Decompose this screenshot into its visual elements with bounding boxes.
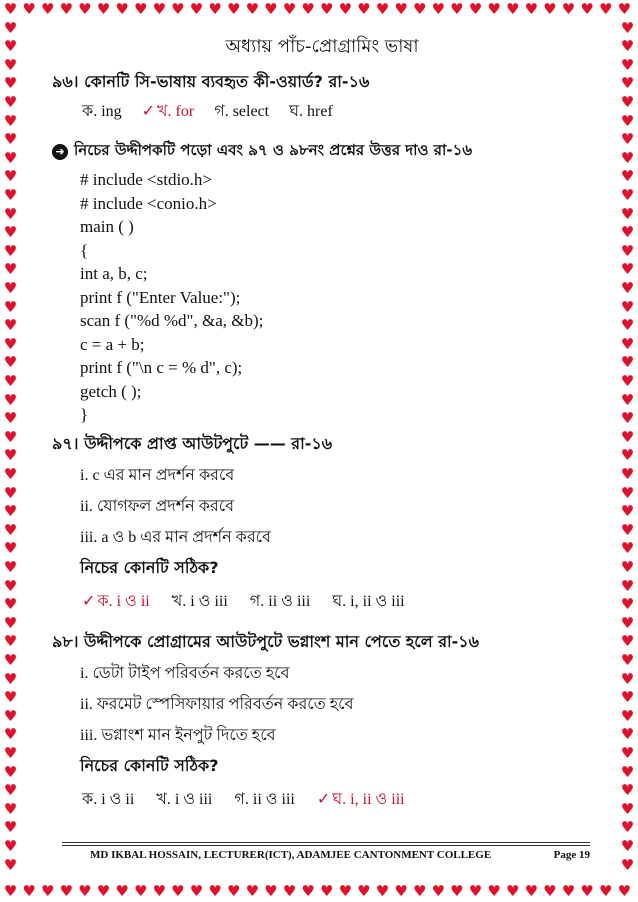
heart-icon: ♥ [3,465,18,483]
heart-icon: ♥ [620,576,635,595]
heart-icon: ♥ [96,0,111,18]
heart-icon: ♥ [620,260,635,279]
heart-icon: ♥ [133,882,148,900]
q97-option-c: গ. ii ও iii [249,592,311,610]
code-line: getch ( ); [80,381,142,401]
heart-icon: ♥ [431,0,446,18]
heart-icon: ♥ [3,651,18,669]
heart-icon: ♥ [620,595,635,614]
heart-icon: ♥ [3,706,18,725]
heart-icon: ♥ [301,0,315,18]
heart-icon: ♥ [431,882,446,900]
heart-icon: ♥ [505,0,520,18]
heart-icon: ♥ [620,613,635,632]
q97-option-b: খ. i ও iii [171,592,228,610]
heart-icon: ♥ [543,0,557,18]
page-footer [90,849,590,861]
heart-icon: ♥ [208,0,222,18]
heart-icon: ♥ [3,595,18,614]
q96-options [82,98,592,125]
heart-icon: ♥ [3,688,18,707]
heart-icon: ♥ [412,0,427,18]
heart-icon: ♥ [3,483,18,502]
q98-item: i. ডেটা টাইপ পরিবর্তন করতে হবে [80,664,290,682]
q98-option-a: ক. i ও ii [82,790,135,808]
heart-icon: ♥ [3,390,18,409]
heart-icon: ♥ [3,0,18,18]
heart-icon: ♥ [3,632,18,651]
heart-icon: ♥ [487,882,501,900]
heart-icon: ♥ [319,0,334,18]
heart-icon: ♥ [3,669,18,688]
heart-icon: ♥ [3,409,18,428]
heart-icon: ♥ [3,725,18,744]
heart-icon: ♥ [412,882,427,900]
heart-icon: ♥ [78,882,92,900]
heart-icon: ♥ [3,520,18,539]
tick-icon: ✓ [141,103,156,120]
heart-icon: ♥ [620,799,635,818]
heart-icon: ♥ [394,0,408,18]
heart-icon: ♥ [3,427,18,446]
heart-icon: ♥ [226,0,241,18]
heart-icon: ♥ [620,837,635,855]
heart-icon: ♥ [524,0,539,18]
heart-icon: ♥ [620,18,635,37]
code-line: c = a + b; [80,334,145,354]
heart-icon: ♥ [96,882,111,900]
heart-icon: ♥ [3,223,18,242]
heart-icon: ♥ [617,0,632,18]
heart-icon: ♥ [357,882,371,900]
heart-icon: ♥ [620,316,635,335]
heart-icon: ♥ [264,0,278,18]
q96-option-c: গ. select [214,103,270,120]
heart-icon: ♥ [264,882,278,900]
code-line: print f ("\n c = % d", c); [80,358,243,377]
heart-icon: ♥ [561,882,576,900]
heart-icon: ♥ [620,706,635,725]
heart-icon: ♥ [620,409,635,428]
heart-icon: ♥ [468,882,483,900]
heart-icon: ♥ [620,223,635,242]
heart-icon: ♥ [338,0,353,18]
heart-icon: ♥ [620,372,635,390]
heart-icon: ♥ [394,882,408,900]
heart-icon: ♥ [3,148,18,167]
code-line: # include <conio.h> [80,193,217,213]
heart-icon: ♥ [3,297,18,316]
heart-icon: ♥ [620,148,635,167]
code-line: { [80,240,89,260]
footer-author: MD IKBAL HOSSAIN, LECTURER(ICT), ADAMJEE CANTONMENT COLLEGE [90,849,492,861]
heart-icon: ♥ [620,539,635,558]
heart-icon: ♥ [3,502,18,521]
heart-icon: ♥ [3,762,18,781]
q96-option-a: ক. ing [82,103,122,120]
heart-icon: ♥ [152,882,167,900]
heart-icon: ♥ [620,855,635,874]
heart-icon: ♥ [620,93,635,111]
heart-icon: ♥ [620,483,635,502]
heart-icon: ♥ [620,744,635,762]
heart-icon: ♥ [580,0,594,18]
page-content [52,32,592,827]
heart-icon: ♥ [524,882,539,900]
heart-icon: ♥ [620,55,635,74]
heart-icon: ♥ [3,111,18,130]
heart-icon: ♥ [3,74,18,93]
code-line: int a, b, c; [80,264,148,283]
heart-icon: ♥ [22,0,36,18]
heart-icon: ♥ [620,669,635,688]
code-line: print f ("Enter Value:"); [80,287,241,307]
tick-icon: ✓ [316,790,331,808]
q97-item: i. c এর মান প্রদর্শন করবে [80,466,235,484]
heart-icon: ♥ [450,0,464,18]
q97-options [82,588,592,615]
heart-icon: ♥ [319,882,334,900]
heart-icon: ♥ [301,882,315,900]
heart-icon: ♥ [620,74,635,93]
heart-icon: ♥ [580,882,594,900]
q98-ask: নিচের কোনটি সঠিক? [80,755,219,775]
question-96: ৯৬। কোনটি সি-ভাষায় ব্যবহৃত কী-ওয়ার্ড? রা-১৬ [52,72,370,91]
heart-icon: ♥ [487,0,501,18]
heart-icon: ♥ [620,390,635,409]
heart-icon: ♥ [40,0,55,18]
heart-icon: ♥ [115,0,129,18]
heart-icon: ♥ [598,882,613,900]
heart-icon: ♥ [3,241,18,260]
q97-item: ii. যোগফল প্রদর্শন করবে [80,497,235,515]
heart-icon: ♥ [22,882,36,900]
q97-option-d: ঘ. i, ii ও iii [332,592,405,610]
heart-icon: ♥ [3,353,18,372]
heart-icon: ♥ [561,0,576,18]
heart-icon: ♥ [3,55,18,74]
heart-icon: ♥ [59,0,74,18]
heart-icon: ♥ [189,882,204,900]
heart-icon: ♥ [3,316,18,335]
heart-icon: ♥ [245,882,260,900]
code-line: # include <stdio.h> [80,170,213,189]
heart-icon: ♥ [171,0,185,18]
code-block [80,168,592,427]
heart-icon: ♥ [3,855,18,874]
heart-icon: ♥ [245,0,260,18]
heart-icon: ♥ [617,882,632,900]
heart-icon: ♥ [282,0,297,18]
heart-icon: ♥ [3,818,18,837]
heart-icon: ♥ [133,0,148,18]
heart-icon: ♥ [226,882,241,900]
heart-icon: ♥ [375,882,390,900]
q98-option-b: খ. i ও iii [156,790,213,808]
heart-icon: ♥ [620,520,635,539]
q96-option-d: ঘ. href [289,103,333,120]
heart-icon: ♥ [59,882,74,900]
heart-icon: ♥ [3,799,18,818]
heart-icon: ♥ [620,446,635,465]
heart-icon: ♥ [152,0,167,18]
heart-icon: ♥ [78,0,92,18]
heart-icon: ♥ [620,167,635,186]
heart-icon: ♥ [3,613,18,632]
heart-icon: ♥ [3,558,18,576]
heart-icon: ♥ [450,882,464,900]
heart-icon: ♥ [3,93,18,111]
heart-icon: ♥ [3,130,18,149]
heart-icon: ♥ [3,260,18,279]
heart-icon: ♥ [3,837,18,855]
heart-icon: ♥ [3,372,18,390]
footer-rule [62,845,590,846]
heart-icon: ♥ [3,18,18,37]
heart-icon: ♥ [620,632,635,651]
heart-icon: ♥ [620,204,635,223]
tick-icon: ✓ [82,592,96,610]
heart-icon: ♥ [115,882,129,900]
q98-item: ii. ফরমেট স্পেসিফায়ার পরিবর্তন করতে হবে [80,695,354,713]
heart-icon: ♥ [620,688,635,707]
heart-icon: ♥ [3,744,18,762]
arrow-circle-icon: ➜ [52,144,68,160]
page-title: অধ্যায় পাঁচ-প্রোগ্রামিং ভাষা [225,36,419,57]
heart-icon: ♥ [620,818,635,837]
heart-icon: ♥ [620,651,635,669]
heart-icon: ♥ [505,882,520,900]
heart-icon: ♥ [282,882,297,900]
code-line: } [80,405,89,424]
heart-icon: ♥ [3,882,18,900]
heart-icon: ♥ [620,130,635,149]
heart-icon: ♥ [620,279,635,297]
q98-item: iii. ভগ্নাংশ মান ইনপুট দিতে হবে [80,726,276,744]
heart-icon: ♥ [620,297,635,316]
heart-icon: ♥ [3,781,18,800]
q98-options [82,786,592,813]
heart-icon: ♥ [3,446,18,465]
heart-icon: ♥ [3,576,18,595]
heart-icon: ♥ [3,539,18,558]
heart-icon: ♥ [357,0,371,18]
heart-icon: ♥ [3,37,18,56]
heart-icon: ♥ [620,334,635,353]
q98-option-d: ✓ ঘ. i, ii ও iii [316,790,405,808]
heart-icon: ♥ [3,186,18,204]
question-98: ৯৮। উদ্দীপকে প্রোগ্রামের আউটপুটে ভগ্নাংশ মান পেতে হলে রা-১৬ [52,631,480,651]
page-number: Page 19 [553,849,590,861]
heart-icon: ♥ [543,882,557,900]
heart-icon: ♥ [375,0,390,18]
heart-icon: ♥ [620,241,635,260]
heart-icon: ♥ [620,725,635,744]
heart-icon: ♥ [620,558,635,576]
heart-icon: ♥ [189,0,204,18]
footer-rule [62,842,590,843]
q97-option-a: ✓ ক. i ও ii [82,592,150,610]
heart-icon: ♥ [620,427,635,446]
heart-icon: ♥ [620,353,635,372]
code-line: scan f ("%d %d", &a, &b); [80,311,264,330]
heart-icon: ♥ [620,781,635,800]
heart-icon: ♥ [598,0,613,18]
heart-icon: ♥ [620,111,635,130]
heart-icon: ♥ [338,882,353,900]
q98-option-c: গ. ii ও iii [234,790,295,808]
code-line: main ( ) [80,217,134,236]
heart-icon: ♥ [3,204,18,223]
heart-icon: ♥ [3,279,18,297]
heart-icon: ♥ [208,882,222,900]
heart-icon: ♥ [3,167,18,186]
q96-option-b: ✓ খ. for [141,103,195,120]
heart-icon: ♥ [40,882,55,900]
q97-item: iii. a ও b এর মান প্রদর্শন করবে [80,528,271,546]
heart-icon: ♥ [620,762,635,781]
question-97: ৯৭। উদ্দীপকে প্রাপ্ত আউটপুটে —— রা-১৬ [52,433,333,453]
heart-icon: ♥ [171,882,185,900]
heart-icon: ♥ [620,37,635,56]
heart-icon: ♥ [468,0,483,18]
heart-icon: ♥ [620,186,635,204]
stimulus-instruction: ➜ নিচের উদ্দীপকটি পড়ো এবং ৯৭ ও ৯৮নং প্রশ্নের উত্তর দাও রা-১৬ [52,139,592,164]
heart-icon: ♥ [620,502,635,521]
heart-icon: ♥ [620,465,635,483]
heart-icon: ♥ [3,334,18,353]
q97-ask: নিচের কোনটি সঠিক? [80,557,219,577]
